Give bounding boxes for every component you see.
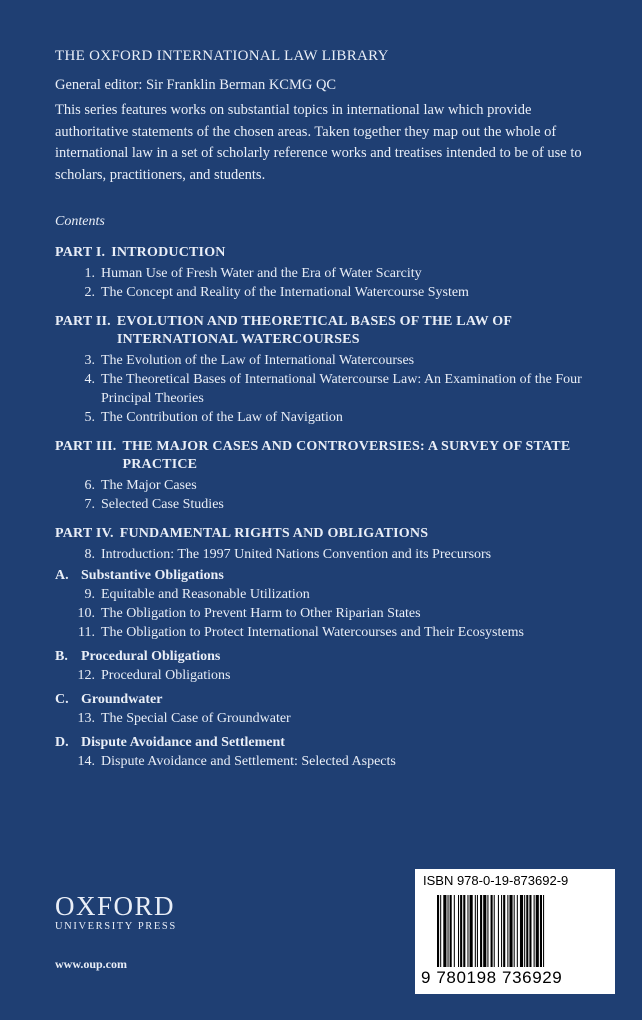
chapter-number: 10.: [77, 606, 95, 621]
part-title: EVOLUTION AND THEORETICAL BASES OF THE LAW OF INTERNATIONAL WATERCOURSES: [116, 314, 512, 347]
section-title: Dispute Avoidance and Settlement: [81, 735, 285, 750]
barcode-icon: [437, 895, 597, 967]
barcode-bar: [477, 895, 478, 967]
barcode-bar: [487, 895, 488, 967]
section-title: Procedural Obligations: [81, 649, 221, 664]
chapter-number: 2.: [84, 285, 95, 300]
chapter-number: 6.: [84, 478, 95, 493]
chapter-number: 8.: [84, 547, 95, 562]
barcode-bar: [491, 895, 493, 967]
barcode-bar: [448, 895, 449, 967]
toc-part: [55, 313, 600, 427]
part-heading: [55, 244, 600, 262]
section-heading: [55, 733, 600, 752]
toc-section: [55, 566, 600, 642]
chapter-title: The Evolution of the Law of International Watercourses: [101, 353, 415, 368]
barcode-bar: [454, 895, 455, 967]
chapter-title: The Major Cases: [101, 478, 197, 493]
chapter-title: The Obligation to Prevent Harm to Other Riparian States: [101, 606, 421, 621]
toc-part: [55, 244, 600, 302]
toc-section: [55, 733, 600, 771]
barcode-bar: [543, 895, 544, 967]
chapter-title: Human Use of Fresh Water and the Era of Water Scarcity: [101, 266, 422, 281]
publisher-url: www.oup.com: [55, 957, 128, 971]
chapter-entry: [55, 351, 600, 370]
toc-section: [55, 647, 600, 685]
barcode-bar: [524, 895, 525, 967]
barcode-bar: [540, 895, 542, 967]
table-of-contents: [55, 244, 600, 782]
barcode-bar: [529, 895, 531, 967]
barcode-bar: [470, 895, 473, 967]
chapter-title: The Theoretical Bases of International Watercourse Law: An Examination of the Four Principal Theories: [101, 372, 582, 406]
barcode-bar: [501, 895, 502, 967]
barcode-bar: [536, 895, 539, 967]
section-letter: A.: [55, 568, 69, 583]
section-heading: [55, 647, 600, 666]
series-title: THE OXFORD INTERNATIONAL LAW LIBRARY: [55, 48, 389, 64]
chapter-title: Selected Case Studies: [101, 497, 224, 512]
chapter-entry: [55, 709, 600, 728]
chapter-number: 9.: [84, 587, 95, 602]
barcode-bar: [463, 895, 465, 967]
section-letter: B.: [55, 649, 68, 664]
oxford-logo: [55, 893, 177, 932]
barcode-bar: [498, 895, 499, 967]
barcode-bar: [509, 895, 512, 967]
barcode-bar: [467, 895, 468, 967]
chapter-entry: [55, 370, 600, 408]
barcode-bar: [460, 895, 462, 967]
chapter-number: 1.: [84, 266, 95, 281]
barcode-bar: [514, 895, 515, 967]
part-title: THE MAJOR CASES AND CONTROVERSIES: A SURVEY OF STATE PRACTICE: [122, 439, 571, 472]
barcode-bar: [437, 895, 439, 967]
part-number: PART II.: [55, 314, 111, 329]
section-heading: [55, 690, 600, 709]
section-title: Groundwater: [81, 692, 163, 707]
chapter-title: Equitable and Reasonable Utilization: [101, 587, 310, 602]
chapter-entry: [55, 476, 600, 495]
barcode-bar: [517, 895, 518, 967]
part-title: FUNDAMENTAL RIGHTS AND OBLIGATIONS: [119, 526, 429, 541]
part-heading: [55, 525, 600, 543]
chapter-title: The Special Case of Groundwater: [101, 711, 291, 726]
chapter-entry: [55, 623, 600, 642]
part-heading: [55, 438, 600, 474]
toc-part: [55, 525, 600, 771]
chapter-entry: [55, 585, 600, 604]
barcode-bar: [443, 895, 446, 967]
chapter-title: Dispute Avoidance and Settlement: Selected Aspects: [101, 754, 396, 769]
barcode-bar: [526, 895, 528, 967]
chapter-entry: [55, 283, 600, 302]
barcode-bar: [503, 895, 505, 967]
toc-part: [55, 438, 600, 514]
chapter-number: 7.: [84, 497, 95, 512]
section-letter: D.: [55, 735, 69, 750]
barcode-bar: [475, 895, 476, 967]
chapter-number: 13.: [77, 711, 95, 726]
chapter-number: 4.: [84, 372, 95, 387]
chapter-number: 11.: [78, 625, 95, 640]
chapter-entry: [55, 408, 600, 427]
contents-label: Contents: [55, 214, 105, 229]
chapter-entry: [55, 666, 600, 685]
chapter-title: Procedural Obligations: [101, 668, 231, 683]
chapter-number: 12.: [77, 668, 95, 683]
chapter-entry: [55, 264, 600, 283]
chapter-title: Introduction: The 1997 United Nations Convention and its Precursors: [101, 547, 492, 562]
barcode-bar: [480, 895, 482, 967]
section-heading: [55, 566, 600, 585]
chapter-title: The Concept and Reality of the International Watercourse System: [101, 285, 469, 300]
barcode-bar: [534, 895, 535, 967]
toc-section: [55, 690, 600, 728]
isbn-label: ISBN 978-0-19-873692-9: [423, 873, 569, 888]
section-title: Substantive Obligations: [81, 568, 224, 583]
barcode-bar: [458, 895, 459, 967]
part-number: PART IV.: [55, 526, 114, 541]
chapter-number: 3.: [84, 353, 95, 368]
chapter-number: 14.: [77, 754, 95, 769]
publisher-press: UNIVERSITY PRESS: [55, 921, 177, 932]
part-number: PART III.: [55, 439, 117, 454]
barcode-bar: [507, 895, 508, 967]
barcode-bar: [494, 895, 495, 967]
barcode-bar: [440, 895, 441, 967]
chapter-title: The Obligation to Protect International Watercourses and Their Ecosystems: [101, 625, 524, 640]
barcode-bar: [520, 895, 523, 967]
section-letter: C.: [55, 692, 69, 707]
chapter-title: The Contribution of the Law of Navigation: [101, 410, 343, 425]
barcode-box: [415, 869, 615, 994]
chapter-number: 5.: [84, 410, 95, 425]
series-description: This series features works on substantial topics in international law which provide authoritative statements of the chosen areas. Taken together they map out the whole of international law in a set of scholarly reference works and treatises intended to be of use to scholars, practitioners, and students.: [55, 102, 582, 183]
chapter-entry: [55, 604, 600, 623]
barcode-bar: [450, 895, 452, 967]
publisher-name: OXFORD: [55, 891, 176, 921]
part-number: PART I.: [55, 245, 106, 260]
part-heading: [55, 313, 600, 349]
barcode-digits: 9 780198 736929: [421, 968, 563, 987]
barcode-bar: [483, 895, 486, 967]
chapter-entry: [55, 752, 600, 771]
part-title: INTRODUCTION: [111, 245, 226, 260]
chapter-entry: [55, 545, 600, 564]
chapter-entry: [55, 495, 600, 514]
general-editor: General editor: Sir Franklin Berman KCMG QC: [55, 77, 337, 93]
